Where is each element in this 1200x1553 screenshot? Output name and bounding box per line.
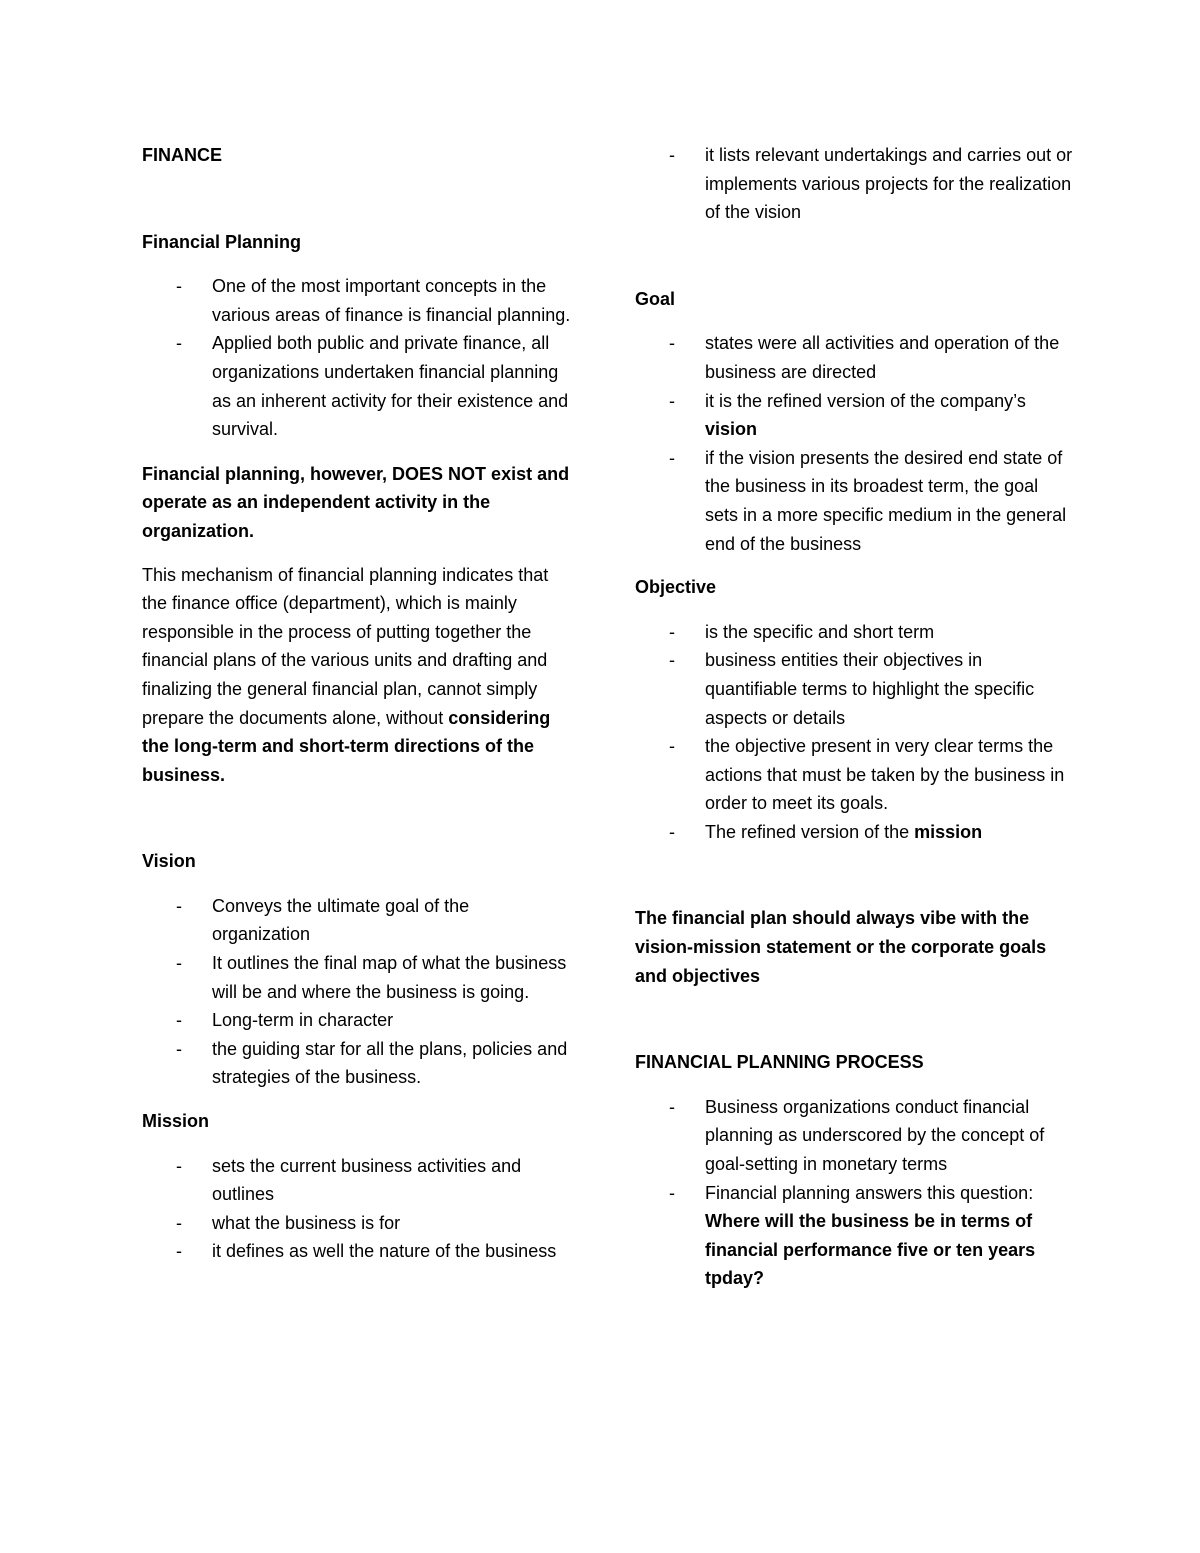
list-item: - Conveys the ultimate goal of the organization <box>142 892 572 949</box>
objective-item-text: The refined version of the <box>705 821 915 842</box>
financial-planning-list <box>142 272 572 444</box>
goal-heading: Goal <box>635 288 676 309</box>
list-item: - the objective present in very clear terms the actions that must be taken by the business in order to meet its goals. <box>635 732 1075 818</box>
goal-item-bold: vision <box>705 419 758 440</box>
list-item <box>635 1179 1075 1293</box>
mechanism-text: This mechanism of financial planning indicates that the finance office (department), which is mainly responsible in the process of putting together the financial plans of the various units and drafting and finalizing the general financial plan, cannot simply prepare the documents alone, without <box>142 564 549 728</box>
list-item: - One of the most important concepts in the various areas of finance is financial planning. <box>142 272 572 329</box>
goal-item-text: it is the refined version of the company’s <box>705 390 1026 411</box>
independence-statement: Financial planning, however, DOES NOT exist and operate as an independent activity in the organization. <box>142 463 570 541</box>
process-heading: FINANCIAL PLANNING PROCESS <box>635 1052 924 1073</box>
process-item-text: Financial planning answers this question: <box>705 1182 1034 1203</box>
list-item: - business entities their objectives in quantifiable terms to highlight the specific aspects or details <box>635 646 1075 732</box>
list-item: - what the business is for <box>142 1209 572 1238</box>
list-item: - the guiding star for all the plans, policies and strategies of the business. <box>142 1035 572 1092</box>
goal-list <box>635 329 1075 558</box>
list-item: - states were all activities and operation of the business are directed <box>635 329 1075 386</box>
vision-heading: Vision <box>142 851 196 872</box>
mechanism-paragraph <box>142 561 572 790</box>
list-item: - Business organizations conduct financial planning as underscored by the concept of goal-setting in monetary terms <box>635 1093 1075 1179</box>
list-item: - sets the current business activities and outlines <box>142 1152 572 1209</box>
objective-list <box>635 618 1075 847</box>
process-list <box>635 1093 1075 1293</box>
vision-list <box>142 892 572 1092</box>
left-column <box>142 141 572 1266</box>
objective-item-bold: mission <box>914 821 983 842</box>
mission-heading: Mission <box>142 1111 210 1132</box>
list-item <box>635 387 1075 444</box>
financial-planning-heading: Financial Planning <box>142 231 302 252</box>
document-title: FINANCE <box>142 145 222 165</box>
right-column <box>635 141 1075 1293</box>
mechanism-bold-text: considering the long-term and short-term directions of the business. <box>142 707 551 785</box>
vibe-statement: The financial plan should always vibe with the vision-mission statement or the corporate goals and objectives <box>635 908 1047 986</box>
list-item <box>635 818 1075 847</box>
list-item: - It outlines the final map of what the business will be and where the business is going. <box>142 949 572 1006</box>
list-item: - is the specific and short term <box>635 618 1075 647</box>
mission-continued-list <box>635 141 1075 227</box>
objective-heading: Objective <box>635 577 717 598</box>
list-item: - Long-term in character <box>142 1006 572 1035</box>
process-item-bold: Where will the business be in terms of financial performance five or ten years tpday? <box>705 1211 1036 1289</box>
list-item: - it defines as well the nature of the business <box>142 1237 572 1266</box>
mission-list <box>142 1152 572 1266</box>
list-item: - if the vision presents the desired end state of the business in its broadest term, the goal sets in a more specific medium in the general end of the business <box>635 444 1075 558</box>
list-item: - it lists relevant undertakings and carries out or implements various projects for the realization of the vision <box>635 141 1075 227</box>
list-item: - Applied both public and private finance, all organizations undertaken financial planning as an inherent activity for their existence and survival. <box>142 329 572 443</box>
